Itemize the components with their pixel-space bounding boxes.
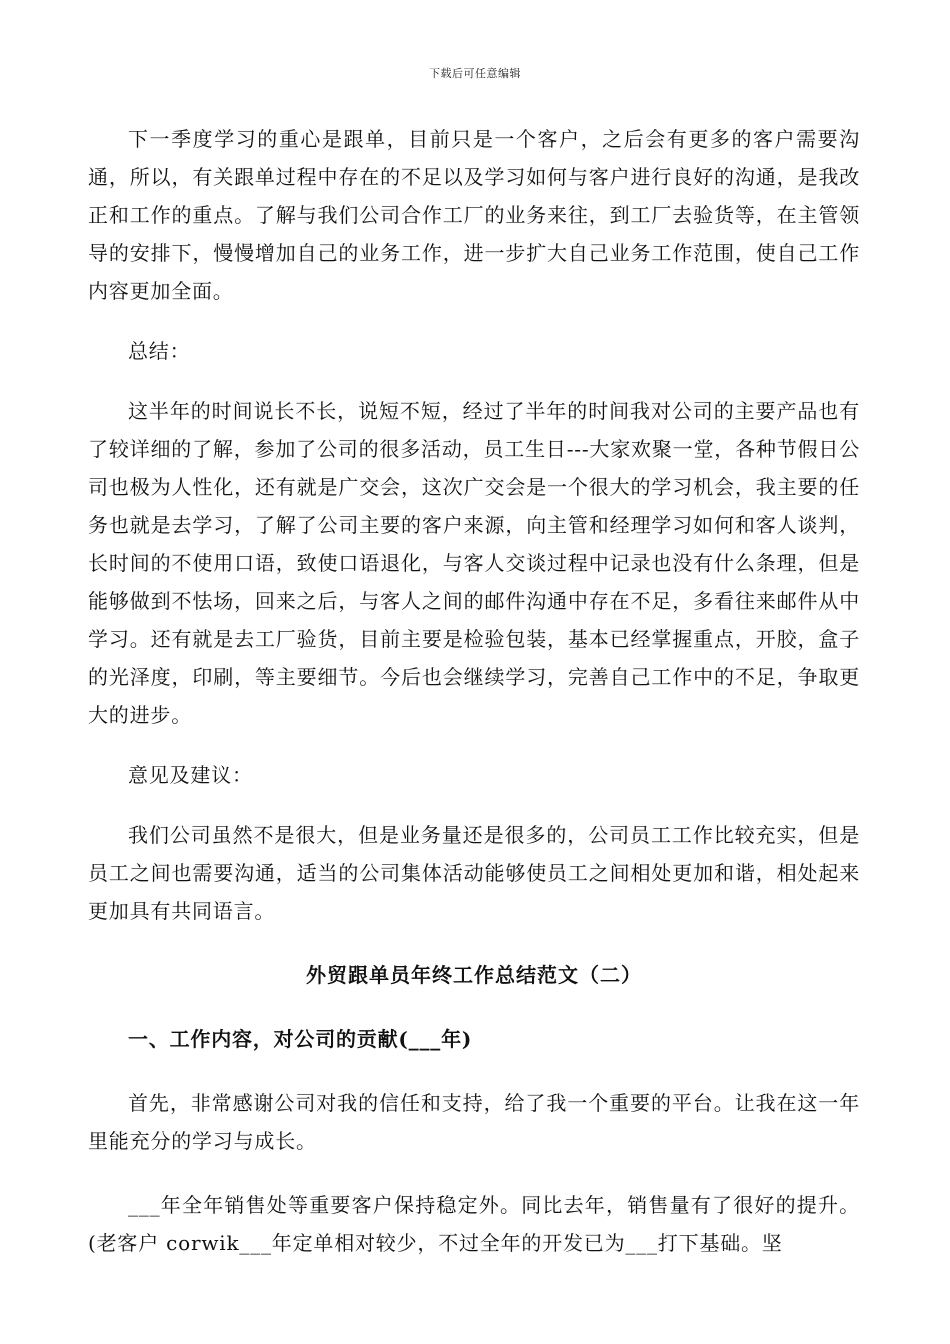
paragraph-thanks: 首先，非常感谢公司对我的信任和支持，给了我一个重要的平台。让我在这一年里能充分的学习与成长。 [88,1091,860,1153]
section-title: 外贸跟单员年终工作总结范文（二） [306,963,642,987]
paragraph-sales: ___年全年销售处等重要客户保持稳定外。同比去年，销售量有了很好的提升。(老客户 corwik___年定单相对较少，不过全年的开发已为___打下基础。坚 [88,1193,860,1255]
paragraph-next-quarter-plan: 下一季度学习的重心是跟单，目前只是一个客户，之后会有更多的客户需要沟通，所以，有关跟单过程中存在的不足以及学习如何与客户进行良好的沟通，是我改正和工作的重点。了解与我们公司合作工厂的业务来往，到工厂去验货等，在主管领导的安排下，慢慢增加自己的业务工作，进一步扩大自己业务工作范围，使自己工作内容更加全面。 [88,127,860,303]
summary-label: 总结： [128,339,191,363]
document-body [88,120,860,1262]
suggestions-label: 意见及建议： [128,763,253,787]
paragraph-summary: 这半年的时间说长不长，说短不短，经过了半年的时间我对公司的主要产品也有了较详细的了解，参加了公司的很多活动，员工生日---大家欢聚一堂，各种节假日公司也极为人性化，还有就是广交会，这次广交会是一个很大的学习机会，我主要的任务也就是去学习，了解了公司主要的客户来源，向主管和经理学习如何和客人谈判，长时间的不使用口语，致使口语退化，与客人交谈过程中记录也没有什么条理，但是能够做到不怯场，回来之后，与客人之间的邮件沟通中存在不足，多看往来邮件从中学习。还有就是去工厂验货，目前主要是检验包装，基本已经掌握重点，开胶，盒子的光泽度，印刷，等主要细节。今后也会继续学习，完善自己工作中的不足，争取更大的进步。 [88,399,860,727]
header-note: 下载后可任意编辑 [429,67,521,80]
paragraph-suggestions: 我们公司虽然不是很大，但是业务量还是很多的，公司员工工作比较充实，但是员工之间也需要沟通，适当的公司集体活动能够使员工之间相处更加和谐，相处起来更加具有共同语言。 [88,823,860,923]
section-heading-contributions: 一、工作内容，对公司的贡献(___年) [128,1027,473,1051]
